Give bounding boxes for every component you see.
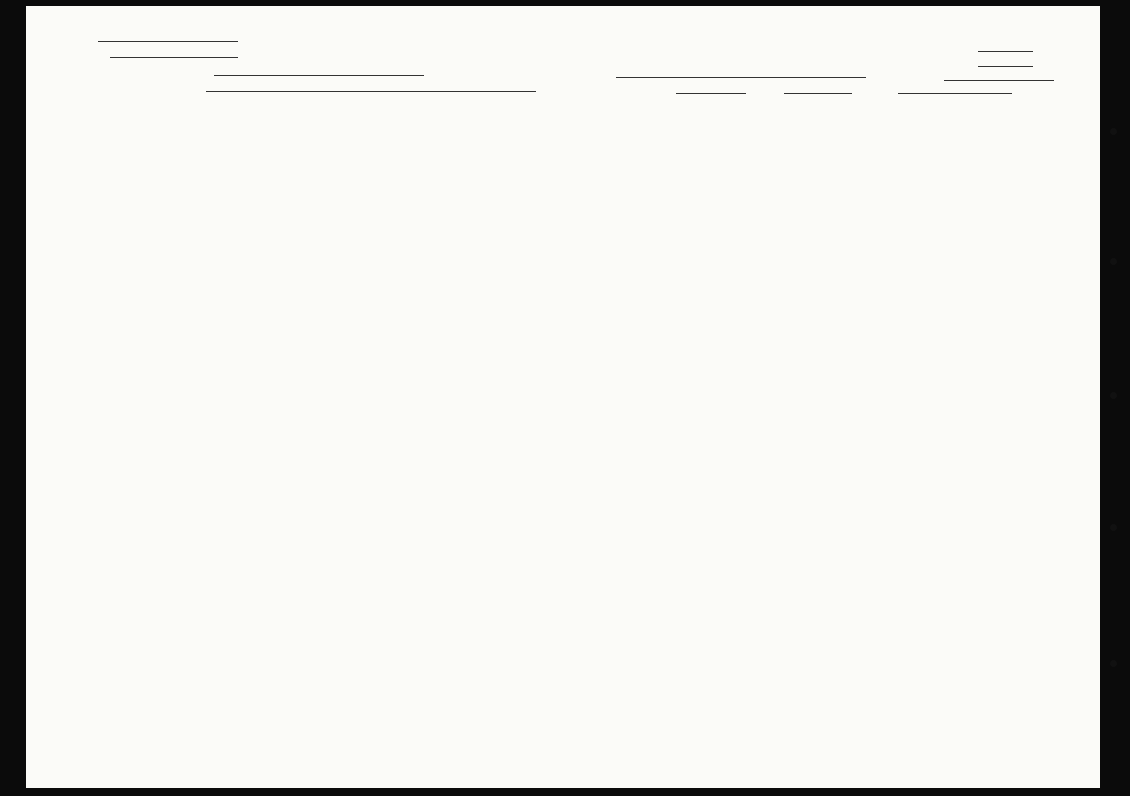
- punch-hole: [1110, 524, 1117, 531]
- census-table-grid: [26, 6, 1100, 788]
- punch-hole: [1110, 128, 1117, 135]
- punch-hole: [1110, 258, 1117, 265]
- census-sheet: [26, 6, 1100, 788]
- punch-hole: [1110, 392, 1117, 399]
- punch-hole: [1110, 660, 1117, 667]
